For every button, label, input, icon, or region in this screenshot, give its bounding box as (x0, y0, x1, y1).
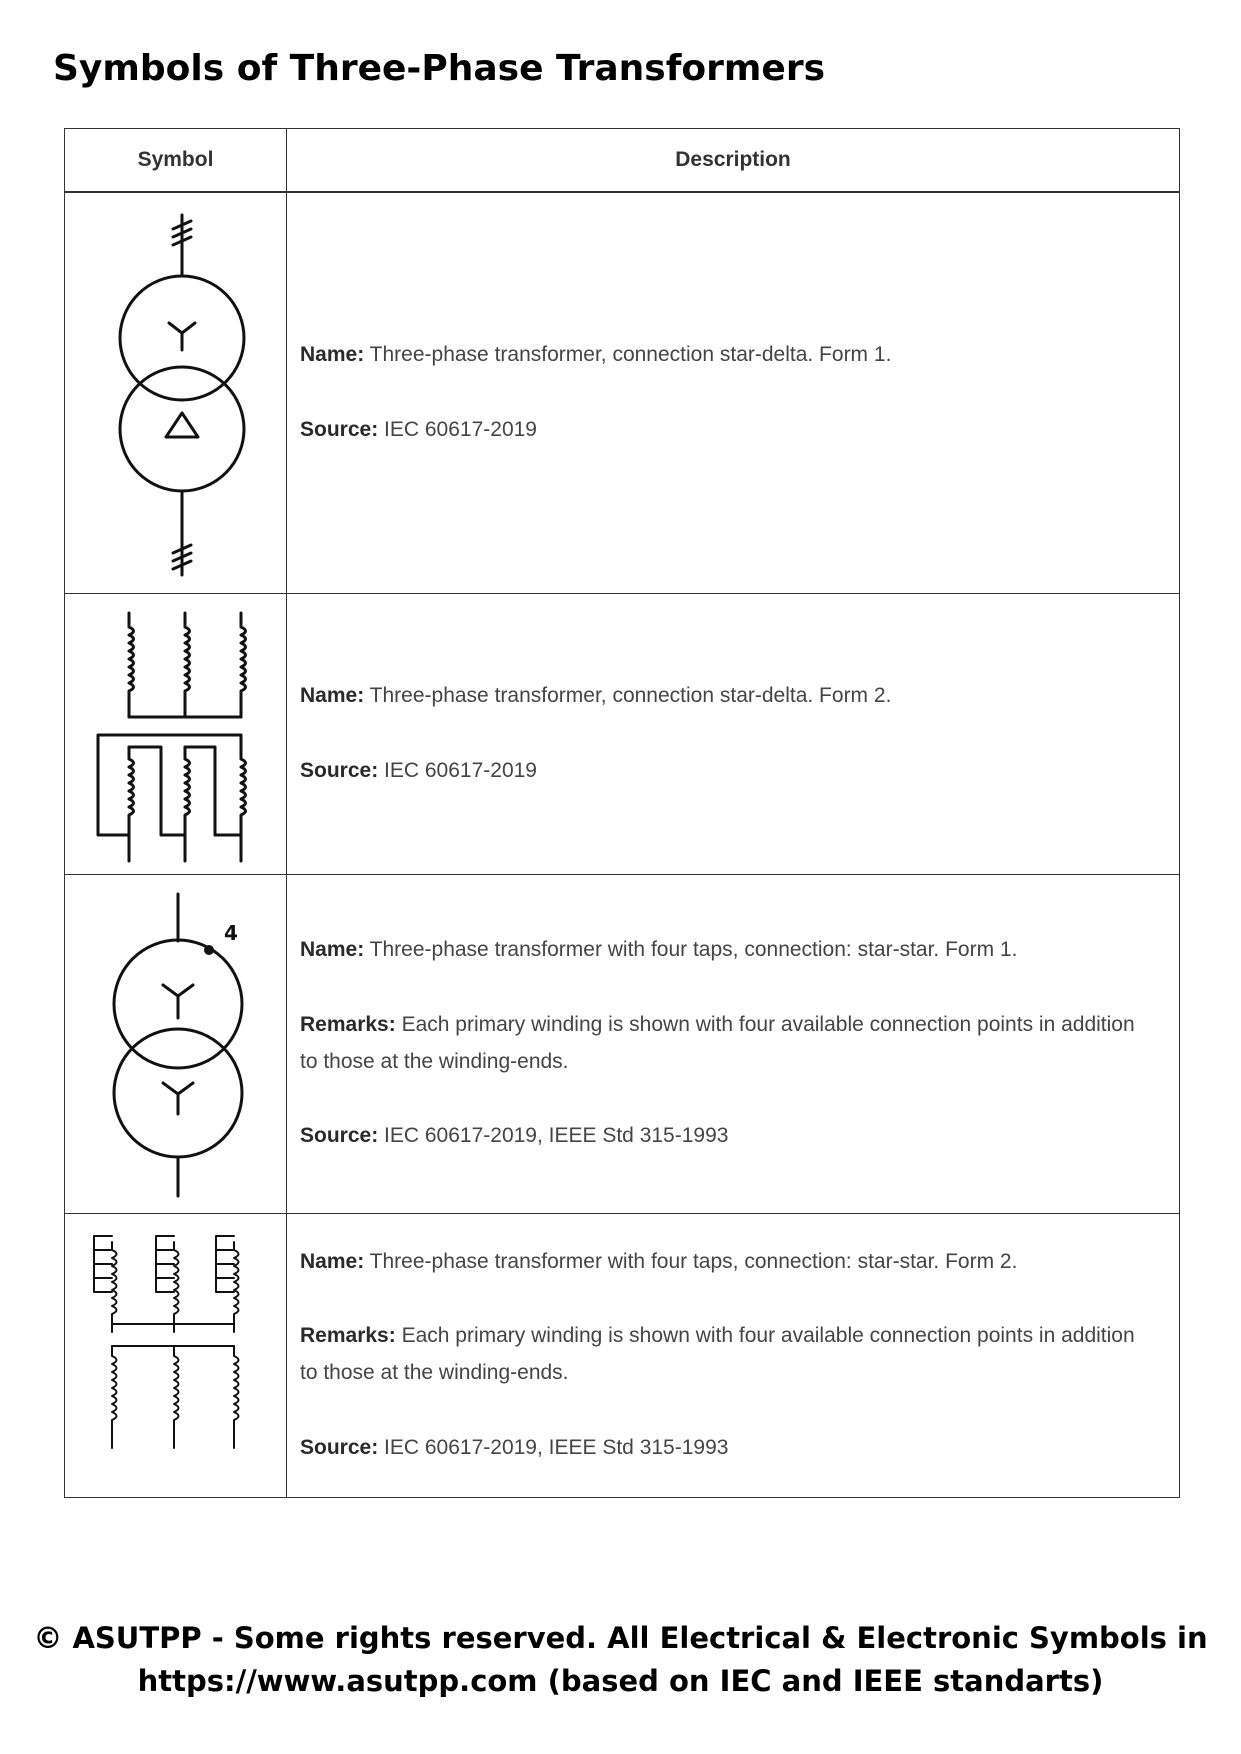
symbol-cell (65, 192, 287, 593)
three-phase-transformer-four-taps-star-star-form2-icon (76, 1220, 276, 1490)
name-label: Name: (300, 683, 365, 707)
symbol-cell (65, 874, 287, 1213)
table-row (65, 1213, 1180, 1497)
source-value: IEC 60617-2019 (384, 758, 537, 782)
source-label: Source: (300, 417, 379, 441)
source-line (300, 753, 1155, 790)
table-row (65, 874, 1180, 1213)
symbol-column-header: Symbol (65, 129, 287, 193)
copyright-footer (0, 1617, 1241, 1703)
table-row (65, 192, 1180, 593)
name-label: Name: (300, 343, 365, 366)
symbols-table (64, 128, 1180, 1498)
remarks-line (300, 1318, 1155, 1392)
copyright-line-1: © ASUTPP - Some rights reserved. All Electrical & Electronic Symbols in (33, 1621, 1208, 1655)
source-label: Source: (300, 1435, 379, 1459)
table-row (65, 593, 1180, 874)
remarks-label: Remarks: (300, 1324, 396, 1348)
three-phase-transformer-star-delta-form1-icon (76, 203, 276, 583)
source-label: Source: (300, 758, 379, 782)
name-value: Three-phase transformer, connection star-delta. Form 2. (369, 683, 892, 707)
name-value: Three-phase transformer, connection star-delta. Form 1. (369, 343, 892, 366)
description-cell (287, 874, 1180, 1213)
copyright-line-2: https://www.asutpp.com (based on IEC and IEEE standarts) (137, 1664, 1104, 1698)
symbol-cell (65, 1213, 287, 1497)
name-label: Name: (300, 938, 365, 961)
source-line (300, 412, 1155, 449)
description-cell (287, 1213, 1180, 1497)
three-phase-transformer-four-taps-star-star-form1-icon (76, 884, 276, 1204)
source-value: IEC 60617-2019 (384, 417, 537, 441)
name-line (300, 678, 1155, 715)
description-cell (287, 593, 1180, 874)
name-value: Three-phase transformer with four taps, connection: star-star. Form 1. (369, 938, 1018, 961)
description-cell (287, 192, 1180, 593)
name-line (300, 337, 1155, 374)
three-phase-transformer-star-delta-form2-icon (76, 599, 276, 869)
name-line (300, 1244, 1155, 1281)
symbol-cell (65, 593, 287, 874)
source-label: Source: (300, 1124, 379, 1148)
source-line (300, 1118, 1155, 1155)
page-title: Symbols of Three-Phase Transformers (53, 48, 825, 89)
name-value: Three-phase transformer with four taps, connection: star-star. Form 2. (369, 1249, 1018, 1273)
description-column-header: Description (287, 129, 1180, 193)
remarks-value: Each primary winding is shown with four available connection points in addition to those at the winding-ends. (300, 1012, 1135, 1073)
remarks-label: Remarks: (300, 1012, 396, 1036)
table-header-row (65, 129, 1180, 193)
tap-count-label: 4 (223, 920, 238, 945)
source-line (300, 1430, 1155, 1467)
remarks-line (300, 1007, 1155, 1081)
name-line (300, 932, 1155, 969)
source-value: IEC 60617-2019, IEEE Std 315-1993 (384, 1124, 729, 1148)
name-label: Name: (300, 1249, 365, 1273)
source-value: IEC 60617-2019, IEEE Std 315-1993 (384, 1435, 729, 1459)
remarks-value: Each primary winding is shown with four available connection points in addition to those at the winding-ends. (300, 1324, 1135, 1384)
